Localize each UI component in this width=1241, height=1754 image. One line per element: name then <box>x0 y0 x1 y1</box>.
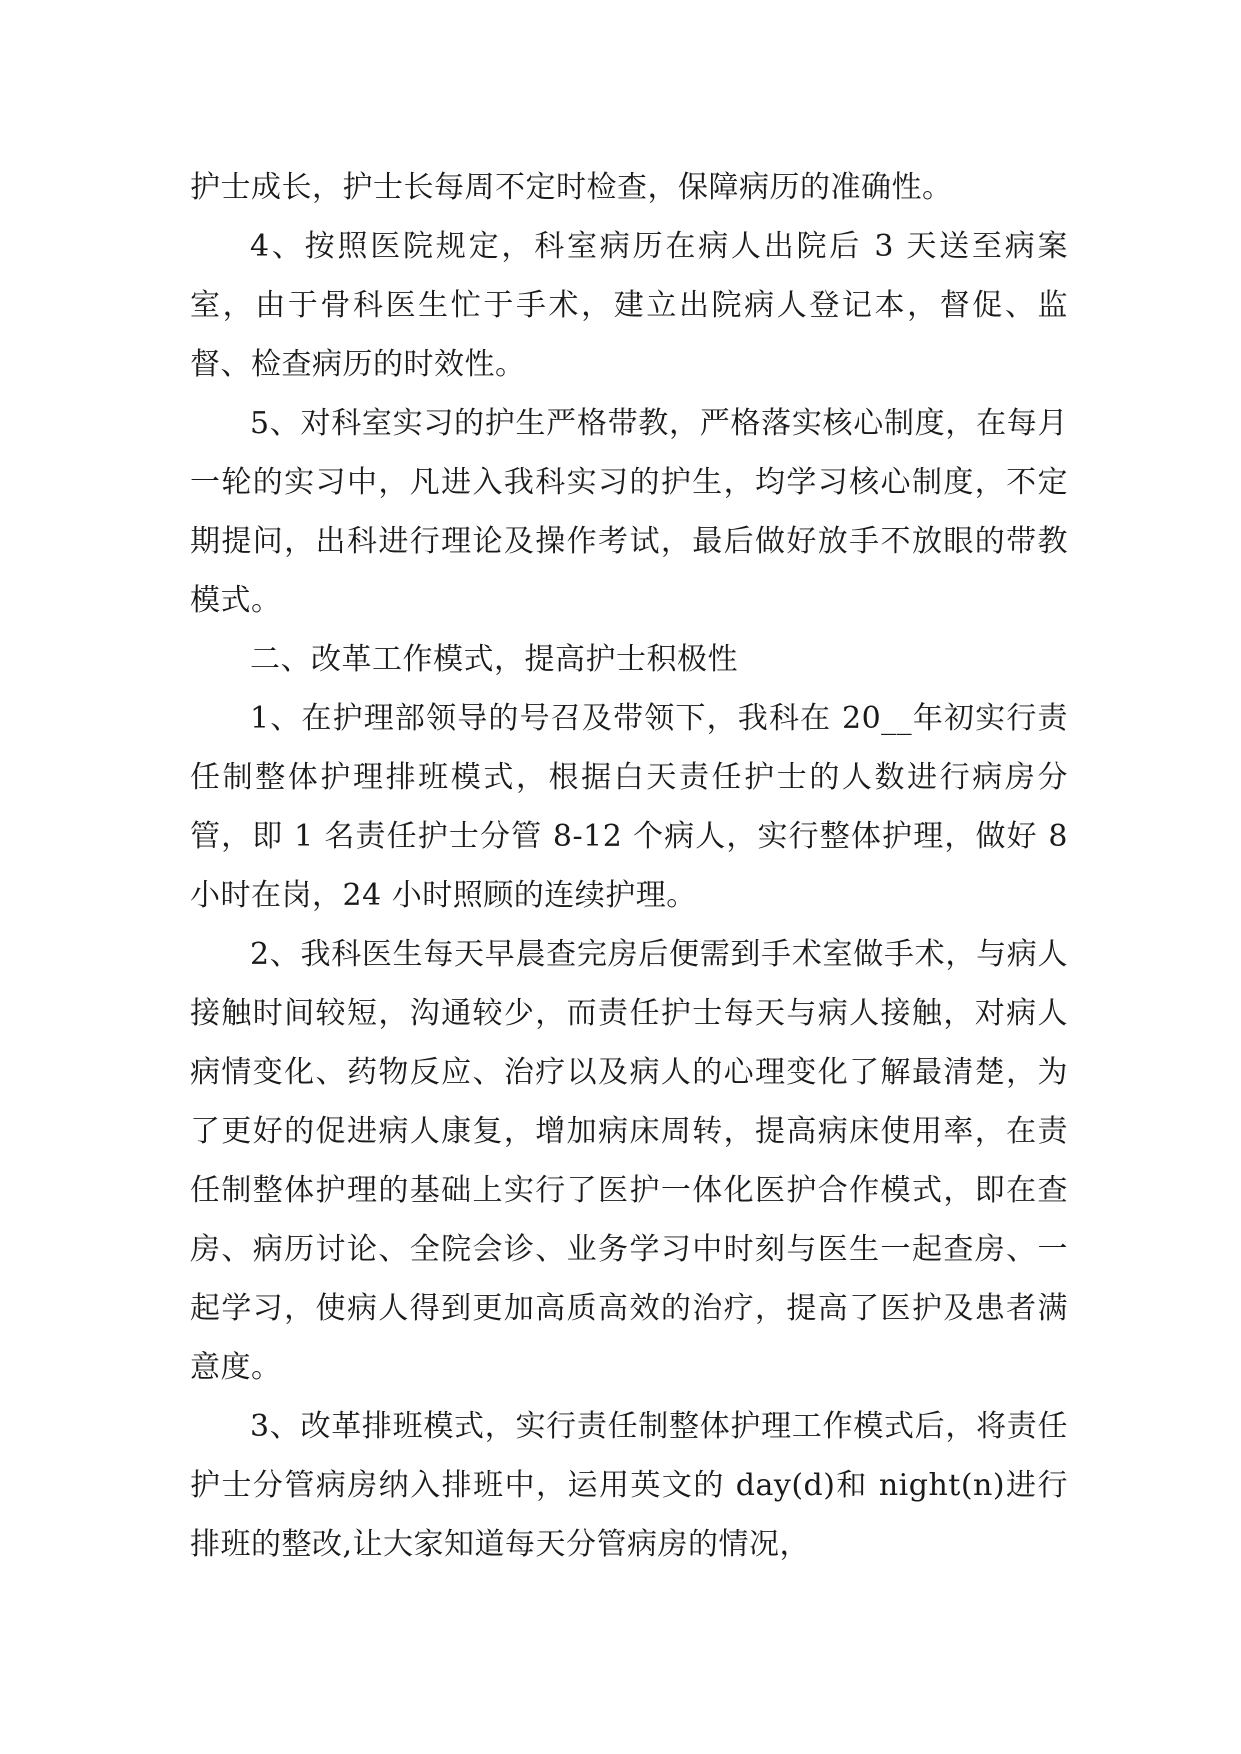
paragraph-item-2: 2、我科医生每天早晨查完房后便需到手术室做手术，与病人接触时间较短，沟通较少，而责任护士每天与病人接触，对病人病情变化、药物反应、治疗以及病人的心理变化了解最清楚，为了更好的促进病人康复，增加病床周转，提高病床使用率，在责任制整体护理的基础上实行了医护一体化医护合作模式，即在查房、病历讨论、全院会诊、业务学习中时刻与医生一起查房、一起学习，使病人得到更加高质高效的治疗，提高了医护及患者满意度。 <box>190 937 1068 1385</box>
paragraph-item-1: 1、在护理部领导的号召及带领下，我科在 20__年初实行责任制整体护理排班模式，根据白天责任护士的人数进行病房分管，即 1 名责任护士分管 8-12 个病人，实行整体护理，做好 8 小时在岗，24 小时照顾的连续护理。 <box>190 701 1068 913</box>
paragraph-item-5: 5、对科室实习的护生严格带教，严格落实核心制度，在每月一轮的实习中，凡进入我科实习的护生，均学习核心制度，不定期提问，出科进行理论及操作考试，最后做好放手不放眼的带教模式。 <box>190 406 1068 618</box>
document-body <box>190 158 1068 1574</box>
paragraph-item-4: 4、按照医院规定，科室病历在病人出院后 3 天送至病案室，由于骨科医生忙于手术，建立出院病人登记本，督促、监督、检查病历的时效性。 <box>190 229 1068 382</box>
paragraph-item-3: 3、改革排班模式，实行责任制整体护理工作模式后，将责任护士分管病房纳入排班中，运用英文的 day(d)和 night(n)进行排班的整改,让大家知道每天分管病房的情况， <box>190 1409 1068 1562</box>
section-heading-2: 二、改革工作模式，提高护士积极性 <box>250 642 738 677</box>
paragraph-continuation: 护士成长，护士长每周不定时检查，保障病历的准确性。 <box>190 170 953 205</box>
